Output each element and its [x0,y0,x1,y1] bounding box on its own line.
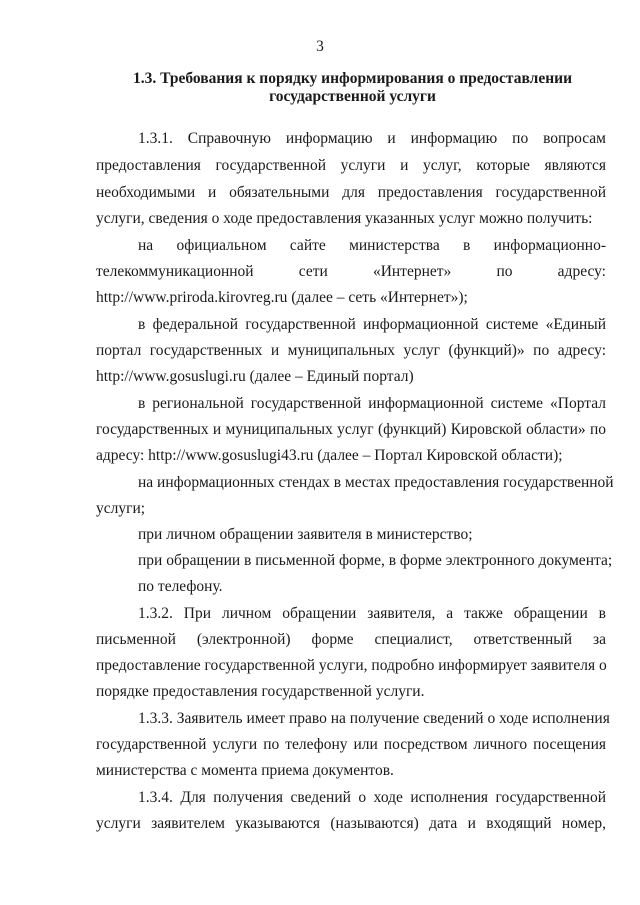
paragraph-line: 1.3.3. Заявитель имеет право на получение сведений о ходе исполнения [138,710,610,727]
paragraph-line: письменной (электронной) форме специалист, ответственный за [96,631,606,648]
list-item-line: услуги; [96,500,146,517]
list-item-line: http://www.gosuslugi.ru (далее – Единый портал) [96,368,414,385]
page-number: 3 [316,38,324,55]
paragraph-line: 1.3.4. Для получения сведений о ходе исполнения государственной [138,789,606,806]
section-heading-line-1: 1.3. Требования к порядку информирования о предоставлении [132,70,573,87]
list-item-line: государственных и муниципальных услуг (функций) Кировской области» по [96,421,606,438]
paragraph-line: министерства с момента приема документов. [96,762,394,779]
paragraph-line: предоставление государственной услуги, подробно информирует заявителя о [96,657,607,674]
list-item-line: адресу: http://www.gosuslugi43.ru (далее – Портал Кировской области); [96,447,563,464]
paragraph-line: 1.3.2. При личном обращении заявителя, а также обращении в [138,605,606,622]
list-item-line: http://www.priroda.kirovreg.ru (далее – сеть «Интернет»); [96,289,468,306]
paragraph-line: услуги заявителем указываются (называются) дата и входящий номер, [96,815,606,832]
list-item-line: в федеральной государственной информационной системе «Единый [138,316,606,333]
paragraph-line: порядке предоставления государственной услуги. [96,683,425,700]
paragraph-line: 1.3.1. Справочную информацию и информацию по вопросам [138,130,606,147]
list-item-line: портал государственных и муниципальных услуг (функций)» по адресу: [96,342,606,359]
list-item-line: на официальном сайте министерства в информационно- [138,237,606,254]
paragraph-line: необходимыми и обязательными для предоставления государственной [96,184,606,201]
list-item-line: на информационных стендах в местах предоставления государственной [138,474,614,491]
paragraph-line: предоставления государственной услуги и услуг, которые являются [96,157,606,174]
list-item-line: в региональной государственной информационной системе «Портал [138,395,606,412]
paragraph-line: услуги, сведения о ходе предоставления указанных услуг можно получить: [96,210,593,227]
list-item-line: при личном обращении заявителя в министерство; [138,526,473,543]
list-item-line: телекоммуникационной сети «Интернет» по адресу: [96,263,606,280]
list-item-line: по телефону. [138,578,223,595]
list-item-line: при обращении в письменной форме, в форме электронного документа; [138,552,613,569]
section-heading-line-2: государственной услуги [269,88,436,105]
paragraph-line: государственной услуги по телефону или посредством личного посещения [96,736,606,753]
